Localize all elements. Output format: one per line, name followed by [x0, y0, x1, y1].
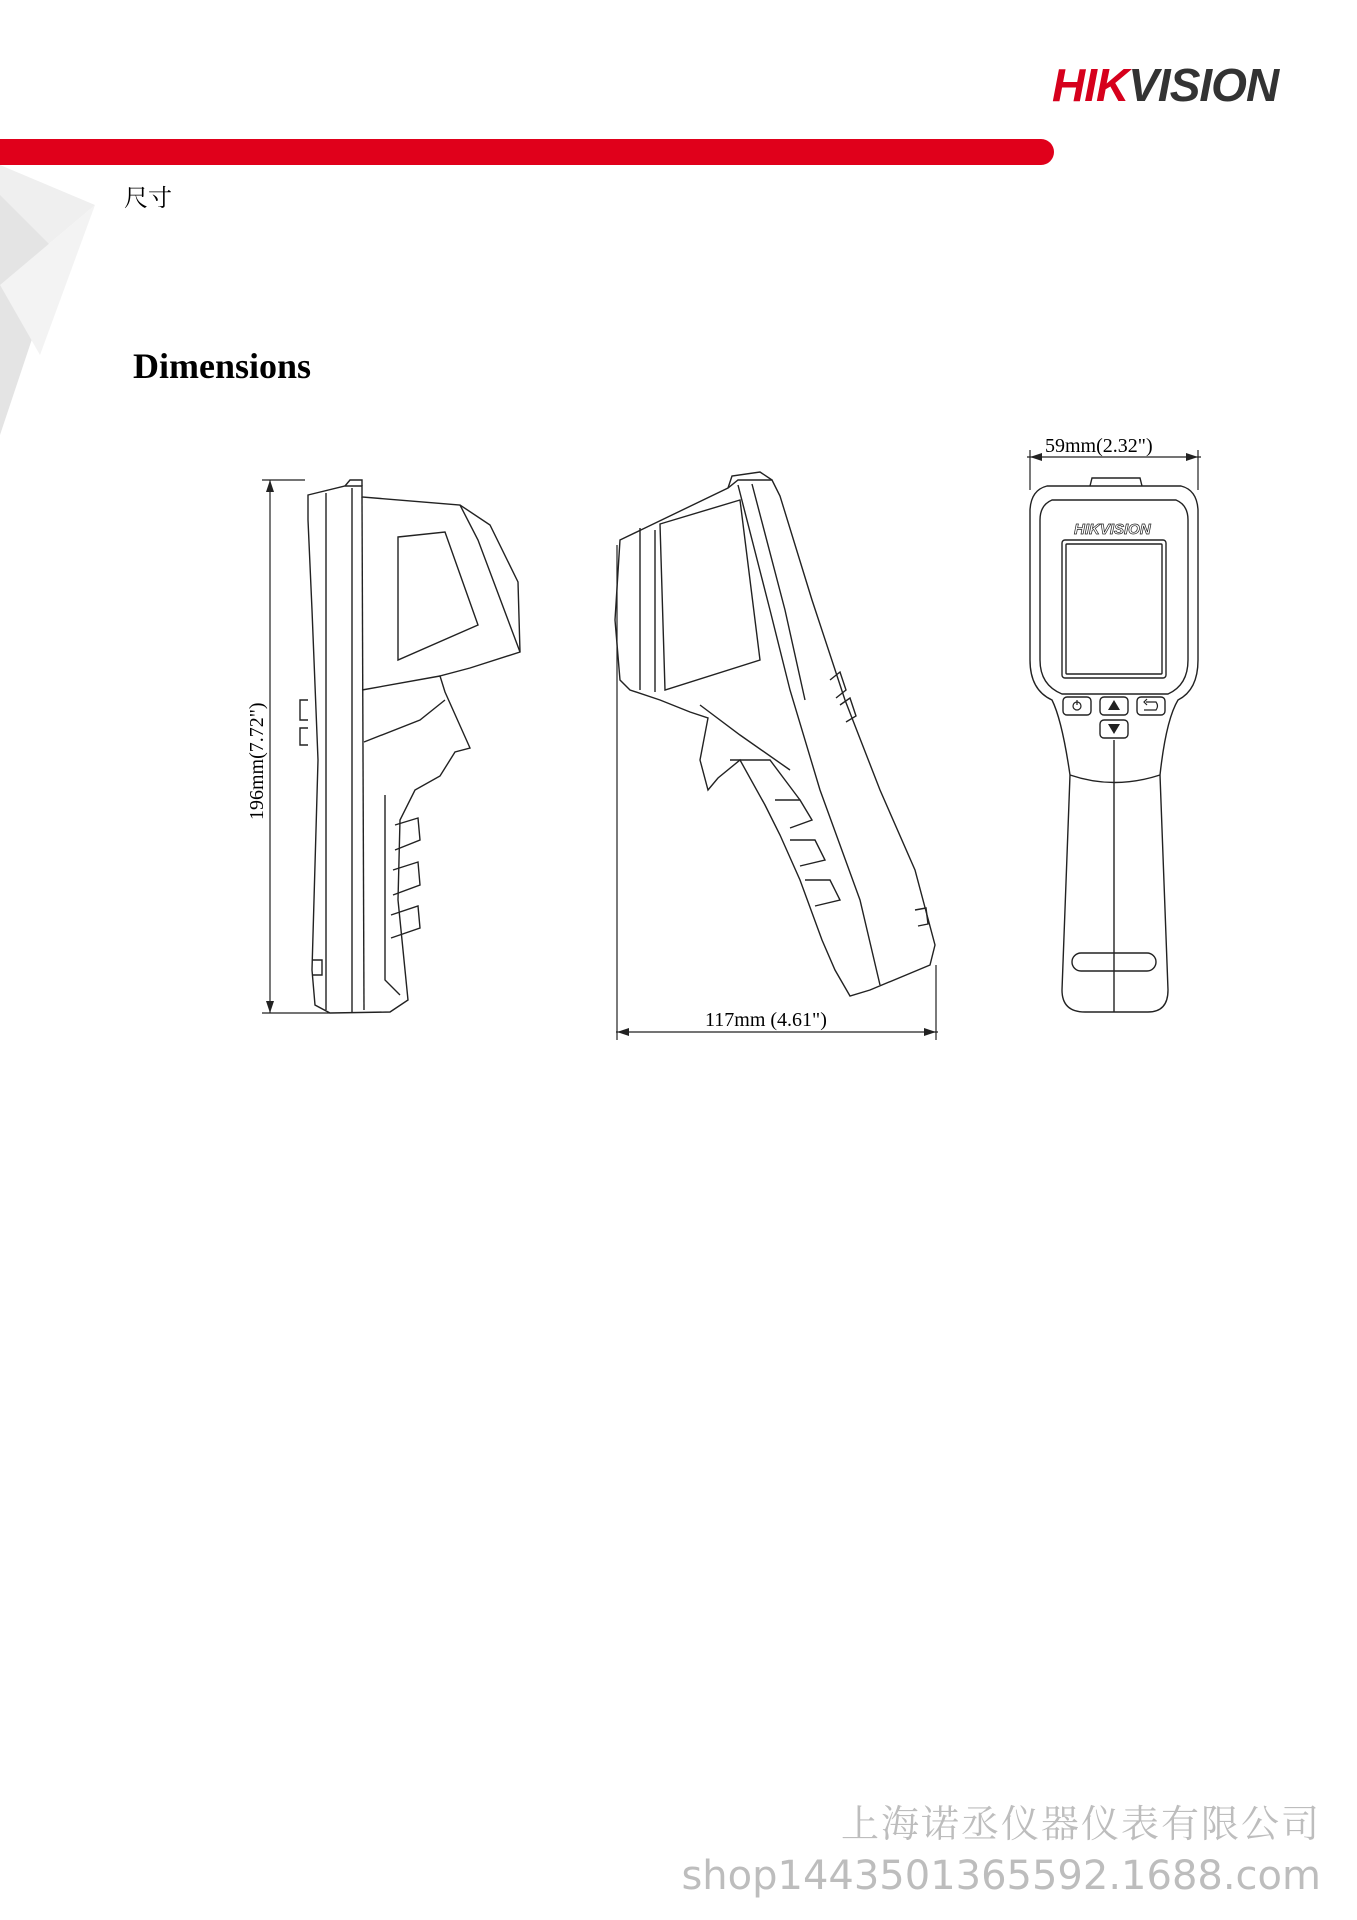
front-view	[1030, 478, 1198, 1012]
side-view	[300, 480, 520, 1013]
depth-dimension-label: 117mm (4.61")	[705, 1009, 827, 1031]
width-dimension-label: 59mm(2.32")	[1045, 435, 1153, 457]
brand-logo: HIKVISION	[1052, 59, 1279, 111]
section-title-en: Dimensions	[133, 346, 312, 386]
section-title-cn: 尺寸	[124, 184, 172, 212]
watermark-url: shop1443501365592.1688.com	[681, 1853, 1321, 1899]
height-dimension-label: 196mm(7.72")	[246, 702, 268, 820]
front-logo-label: HIKVISION	[1074, 521, 1151, 538]
watermark-company: 上海诺丞仪器仪表有限公司	[840, 1802, 1321, 1846]
angled-view	[615, 472, 935, 996]
